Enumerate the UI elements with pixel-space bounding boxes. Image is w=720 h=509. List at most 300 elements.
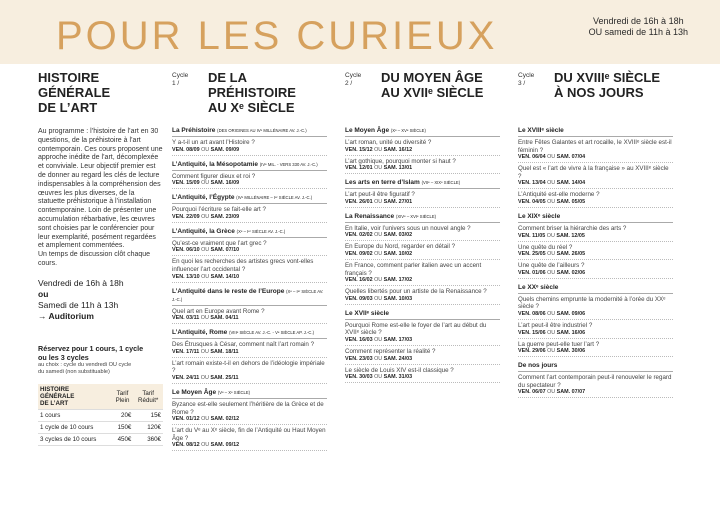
- cycle-1-courses: [172, 127, 327, 456]
- section-title: [518, 362, 673, 372]
- date-separator: OU: [374, 146, 383, 153]
- course-section: [518, 362, 673, 398]
- date-friday: VEN. 15/12: [345, 146, 373, 153]
- date-friday: VEN. 06/04: [518, 154, 546, 161]
- course-dates: [518, 311, 673, 318]
- date-friday: VEN. 09/02: [345, 250, 373, 257]
- course-question: En Italie, voir l’univers sous un nouvel angle ?: [345, 224, 471, 232]
- date-saturday: SAM. 16/06: [556, 329, 586, 336]
- title-line: DE L’ART: [38, 100, 98, 115]
- course-item: [172, 240, 327, 257]
- course-dates: [172, 349, 327, 356]
- course-dates: [518, 154, 673, 161]
- course-dates: [518, 330, 673, 337]
- cycle-label-line: 2 /: [345, 80, 353, 87]
- course-item: [518, 296, 673, 320]
- reserve-line: ou les 3 cycles: [38, 352, 89, 362]
- date-saturday: SAM. 13/01: [383, 165, 413, 172]
- time-or: ou: [38, 288, 49, 299]
- course-item: [345, 191, 500, 208]
- date-separator: OU: [201, 213, 210, 220]
- date-separator: OU: [546, 232, 555, 239]
- table-cell: 1 cycle de 10 cours: [38, 422, 112, 434]
- date-friday: VEN. 17/11: [172, 348, 200, 355]
- section-title-text: La Renaissance: [345, 212, 395, 220]
- date-separator: OU: [201, 146, 210, 153]
- section-title: [172, 228, 327, 238]
- date-separator: OU: [547, 154, 556, 161]
- date-saturday: SAM. 04/11: [210, 315, 239, 322]
- table-cell: 120€: [133, 422, 163, 434]
- date-saturday: SAM. 25/11: [210, 374, 239, 381]
- column-reduit: [133, 384, 163, 410]
- course-question: L’art gothique, pourquoi monter si haut ?: [345, 157, 456, 165]
- date-friday: VEN. 15/06: [518, 329, 546, 336]
- date-separator: OU: [374, 336, 383, 343]
- course-dates: [172, 274, 327, 281]
- date-separator: OU: [374, 295, 383, 302]
- section-title: [172, 194, 327, 204]
- date-friday: VEN. 24/11: [172, 374, 200, 381]
- header-line: DE L’ART: [40, 400, 69, 408]
- date-saturday: SAM. 03/02: [383, 232, 413, 239]
- section-period: (IVᵉ MIL. - VERS 330 AV. J.-C.): [259, 161, 318, 167]
- table-cell: 360€: [133, 434, 163, 446]
- date-friday: VEN. 13/04: [518, 180, 546, 187]
- page-title: POUR LES CURIEUX: [56, 14, 498, 58]
- date-friday: VEN. 13/10: [172, 273, 200, 280]
- date-saturday: SAM. 09/06: [556, 310, 586, 317]
- table-cell: 1 cours: [38, 410, 112, 422]
- course-question: Pourquoi l’écriture se fait-elle art ?: [172, 206, 266, 214]
- course-question: Comment figurer dieux et roi ?: [172, 172, 256, 180]
- date-separator: OU: [200, 315, 209, 322]
- table-header-label: [38, 384, 112, 410]
- table-row: [38, 422, 163, 434]
- date-separator: OU: [374, 277, 383, 284]
- cycle-label: [345, 72, 361, 88]
- date-friday: VEN. 06/07: [518, 389, 546, 396]
- course-item: [345, 158, 500, 175]
- section-title-text: L’Antiquité, Rome: [172, 329, 228, 337]
- section-title-text: L’Antiquité, l’Égypte: [172, 194, 235, 202]
- section-title-text: La Préhistoire: [172, 127, 216, 134]
- course-item: [172, 206, 327, 223]
- cycle-label-line: 3 /: [518, 80, 526, 87]
- date-saturday: SAM. 27/01: [383, 198, 413, 205]
- cycle-label: [172, 72, 188, 88]
- intro-text-2: Un temps de discussion clôt chaque cours.: [38, 251, 151, 267]
- course-question: Quel art en Europe avant Rome ?: [172, 307, 265, 315]
- table-row: [38, 434, 163, 446]
- date-saturday: SAM. 30/06: [556, 348, 586, 355]
- date-saturday: SAM. 26/05: [556, 251, 586, 258]
- time-saturday: Samedi de 11h à 13h: [38, 299, 119, 310]
- section-title: [172, 288, 327, 306]
- price-table: [38, 384, 163, 446]
- date-saturday: SAM. 12/05: [556, 232, 585, 239]
- date-saturday: SAM. 02/12: [210, 416, 240, 423]
- section-title-text: Le XXᵉ siècle: [518, 283, 559, 291]
- reserve-note: au choix : cycle du vendredi OU cycle: [38, 361, 132, 368]
- course-item: [172, 173, 327, 190]
- date-saturday: SAM. 10/03: [383, 295, 413, 302]
- course-item: [518, 262, 673, 279]
- date-friday: VEN. 01/12: [172, 416, 200, 423]
- course-item: [172, 401, 327, 425]
- course-dates: [345, 199, 500, 206]
- date-separator: OU: [547, 329, 556, 336]
- table-cell: 150€: [112, 422, 134, 434]
- cycle-title-line: DU XVIIIᵉ SIÈCLE: [554, 70, 661, 85]
- course-section: [518, 213, 673, 279]
- course-section: [345, 213, 500, 305]
- date-saturday: SAM. 14/04: [556, 180, 586, 187]
- header-line: Réduit*: [138, 396, 159, 404]
- reserve-note: du samedi (non substituable): [38, 368, 110, 375]
- date-friday: VEN. 29/06: [518, 348, 546, 355]
- course-dates: [345, 251, 500, 258]
- course-item: [518, 191, 673, 208]
- section-title: [518, 127, 673, 137]
- section-period: (Vᵉ – Xᵉ SIÈCLE): [217, 389, 251, 395]
- date-friday: VEN. 08/06: [518, 310, 546, 317]
- date-separator: OU: [374, 374, 383, 381]
- course-question: Quel est « l’art de vivre à la française » au XVIIIᵉ siècle ?: [518, 165, 669, 180]
- course-question: Y a-t-il un art avant l’Histoire ?: [172, 139, 255, 146]
- section-period: (Xᵉ – XVᵉ SIÈCLE): [390, 128, 426, 133]
- date-saturday: SAM. 07/10: [210, 247, 240, 254]
- intro-column: [38, 70, 163, 446]
- cycle-title: [554, 70, 704, 100]
- date-saturday: SAM. 18/11: [210, 348, 239, 355]
- section-title-text: Le XIXᵉ siècle: [518, 212, 561, 220]
- date-separator: OU: [547, 180, 556, 187]
- course-dates: [518, 233, 673, 240]
- course-dates: [172, 416, 327, 423]
- course-question: L’Antiquité est-elle moderne ?: [518, 191, 600, 199]
- section-period: (VIIIᵉ SIÈCLE AV. J.-C. - Vᵉ SIÈCLE AP. J.-C.): [229, 330, 315, 336]
- section-title: [172, 329, 327, 339]
- course-item: [172, 341, 327, 358]
- course-question: La guerre peut-elle tuer l’art ?: [518, 340, 600, 348]
- course-dates: [518, 270, 673, 277]
- date-friday: VEN. 03/11: [172, 315, 200, 322]
- section-title-text: De nos jours: [518, 362, 558, 370]
- date-saturday: SAM. 09/12: [210, 442, 240, 449]
- date-saturday: SAM. 14/10: [210, 273, 240, 280]
- date-separator: OU: [200, 348, 209, 355]
- date-separator: OU: [374, 232, 383, 239]
- section-title: [172, 127, 327, 137]
- course-question: Byzance est-elle seulement l’héritière de la Grèce et de Rome ?: [172, 400, 324, 416]
- date-friday: VEN. 12/01: [345, 165, 373, 172]
- date-saturday: SAM. 17/03: [383, 336, 413, 343]
- section-title-text: Le Moyen Âge: [172, 388, 217, 396]
- schedule-block: [38, 278, 163, 322]
- course-question: Le siècle de Louis XIV est-il classique ?: [345, 366, 454, 374]
- header-line: Plein: [115, 396, 130, 404]
- section-title: [172, 389, 327, 399]
- course-item: [172, 308, 327, 325]
- course-item: [172, 427, 327, 451]
- date-friday: VEN. 08/12: [172, 442, 200, 449]
- date-saturday: SAM. 24/03: [383, 355, 413, 362]
- course-question: Quelles libertés pour un artiste de la Renaissance ?: [345, 288, 487, 296]
- cycle-label-line: 1 /: [172, 80, 180, 87]
- date-separator: OU: [547, 198, 556, 205]
- date-separator: OU: [201, 180, 210, 187]
- date-separator: OU: [201, 273, 210, 280]
- course-dates: [172, 214, 327, 221]
- section-title: [345, 179, 500, 189]
- course-section: [345, 127, 500, 174]
- course-section: [172, 228, 327, 283]
- section-title: [345, 127, 500, 137]
- course-question: L’art roman, unité ou diversité ?: [345, 139, 432, 146]
- date-friday: VEN. 08/09: [172, 146, 200, 153]
- header-line: HISTOIRE: [40, 386, 70, 394]
- date-separator: OU: [200, 374, 209, 381]
- course-item: [345, 367, 500, 384]
- course-item: [345, 225, 500, 242]
- date-saturday: SAM. 16/12: [383, 146, 413, 153]
- section-title: [345, 213, 500, 223]
- course-item: [518, 322, 673, 339]
- course-item: [345, 288, 500, 305]
- course-item: [345, 348, 500, 365]
- course-dates: [518, 199, 673, 206]
- cycle-title-line: AU XVIIᵉ SIÈCLE: [381, 85, 484, 100]
- course-item: [518, 374, 673, 398]
- course-question: Entre Fêtes Galantes et art rocaille, le XVIIIᵉ siècle est-il féminin ?: [518, 139, 672, 154]
- table-cell: 3 cycles de 10 cours: [38, 434, 112, 446]
- course-dates: [172, 315, 327, 322]
- location-link[interactable]: → Auditorium: [38, 310, 94, 321]
- course-section: [172, 161, 327, 190]
- time-friday: Vendredi de 16h à 18h: [38, 277, 124, 288]
- date-separator: OU: [547, 389, 556, 396]
- cycle-title-line: PRÉHISTOIRE: [208, 85, 296, 100]
- course-title: [38, 70, 163, 115]
- course-item: [518, 341, 673, 358]
- date-saturday: SAM. 02/06: [556, 269, 586, 276]
- table-header: [38, 384, 163, 410]
- section-title: [172, 161, 327, 171]
- date-friday: VEN. 26/01: [345, 198, 373, 205]
- schedule-line: Vendredi de 16h à 18h: [593, 16, 684, 26]
- course-question: Qu’est-ce vraiment que l’art grec ?: [172, 239, 267, 247]
- section-period: (VIIᵉ – XIXᵉ SIÈCLE): [421, 180, 461, 186]
- date-friday: VEN. 09/03: [345, 295, 373, 302]
- date-saturday: SAM. 31/03: [383, 374, 413, 381]
- date-saturday: SAM. 17/02: [383, 277, 413, 284]
- course-item: [345, 139, 500, 156]
- section-title: [345, 310, 500, 320]
- course-section: [172, 194, 327, 223]
- course-question: Comment l’art contemporain peut-il renouveler le regard du spectateur ?: [518, 374, 672, 389]
- section-title: [518, 284, 673, 294]
- course-question: L’art romain existe-t-il en dehors de l’idéologie impériale ?: [172, 359, 325, 375]
- date-saturday: SAM. 23/09: [210, 213, 240, 220]
- cycle-title-line: DU MOYEN ÂGE: [381, 70, 483, 85]
- date-saturday: SAM. 09/09: [210, 146, 240, 153]
- course-question: Des Étrusques à César, comment naît l’art romain ?: [172, 341, 315, 349]
- course-question: Comment représenter la réalité ?: [345, 347, 436, 355]
- cycle-2-courses: [345, 127, 500, 388]
- section-title-text: Le Moyen Âge: [345, 127, 390, 134]
- course-question: L’art peut-il être industriel ?: [518, 321, 593, 329]
- course-question: Pourquoi Rome est-elle le foyer de l’art au début du XVIIᵉ siècle ?: [345, 321, 487, 337]
- course-dates: [345, 165, 500, 172]
- course-dates: [345, 277, 500, 284]
- course-dates: [172, 180, 327, 187]
- section-title-text: Le XVIIIᵉ siècle: [518, 127, 564, 134]
- course-dates: [518, 251, 673, 258]
- date-separator: OU: [374, 250, 383, 257]
- section-period: (IVᵉ MILLÉNAIRE – Iᵉʳ SIÈCLE AV. J.-C.): [236, 195, 313, 201]
- header-line: Tarif: [142, 389, 155, 397]
- section-period: (Xᵉ – Iᵉʳ SIÈCLE AV. J.-C.): [172, 288, 324, 302]
- date-separator: OU: [547, 269, 556, 276]
- course-question: En Europe du Nord, regarder en détail ?: [345, 243, 456, 251]
- course-item: [345, 322, 500, 346]
- course-dates: [345, 232, 500, 239]
- date-separator: OU: [201, 247, 210, 254]
- course-dates: [518, 348, 673, 355]
- reservation-block: [38, 344, 163, 376]
- cycle-label-line: Cycle: [172, 72, 189, 79]
- header-line: Tarif: [116, 389, 129, 397]
- date-friday: VEN. 15/09: [172, 180, 200, 187]
- course-section: [172, 329, 327, 384]
- cycle-label-line: Cycle: [345, 72, 362, 79]
- date-friday: VEN. 16/02: [345, 277, 373, 284]
- date-separator: OU: [374, 165, 383, 172]
- course-dates: [345, 356, 500, 363]
- course-question: L’art peut-il être figuratif ?: [345, 191, 415, 199]
- date-friday: VEN. 23/03: [345, 355, 373, 362]
- schedule-note: [589, 16, 688, 38]
- course-item: [172, 258, 327, 282]
- section-period: (DES ORIGINES AU IVᵉ MILLÉNAIRE AV. J.-C.): [217, 128, 307, 133]
- course-item: [345, 262, 500, 286]
- date-separator: OU: [201, 416, 210, 423]
- column-plein: [112, 384, 134, 410]
- date-friday: VEN. 01/06: [518, 269, 546, 276]
- section-title-text: Les arts en terre d’Islam: [345, 179, 420, 187]
- section-period: (Xᵉ – Iᵉʳ SIÈCLE AV. J.-C.): [236, 228, 286, 234]
- course-section: [518, 127, 673, 208]
- title-line: HISTOIRE: [38, 70, 100, 85]
- course-question: En France, comment parler italien avec un accent français ?: [345, 261, 482, 277]
- cycle-3-courses: [518, 127, 673, 403]
- course-section: [172, 288, 327, 325]
- header-banner: [0, 0, 720, 64]
- table-row: [38, 410, 163, 422]
- date-friday: VEN. 06/10: [172, 247, 200, 254]
- section-period: (XIVᵉ – XVIᵉ SIÈCLE): [395, 213, 437, 219]
- date-friday: VEN. 30/03: [345, 374, 373, 381]
- course-section: [345, 179, 500, 208]
- course-section: [345, 310, 500, 383]
- course-question: Une quête de l’ailleurs ?: [518, 262, 585, 270]
- course-item: [518, 139, 673, 163]
- date-friday: VEN. 11/05: [518, 232, 546, 239]
- course-question: Comment briser la hiérarchie des arts ?: [518, 224, 627, 232]
- date-separator: OU: [547, 348, 556, 355]
- course-section: [172, 127, 327, 156]
- reserve-line: Réservez pour 1 cours, 1 cycle: [38, 343, 144, 353]
- course-dates: [172, 375, 327, 382]
- date-separator: OU: [374, 355, 383, 362]
- course-question: En quoi les recherches des artistes grecs vont-elles influencer l’art occidental ?: [172, 258, 314, 273]
- date-saturday: SAM. 10/02: [383, 250, 413, 257]
- date-saturday: SAM. 16/09: [210, 180, 240, 187]
- cycle-label: [518, 72, 534, 88]
- course-item: [172, 360, 327, 384]
- table-cell: 20€: [112, 410, 134, 422]
- course-item: [518, 165, 673, 189]
- date-separator: OU: [374, 198, 383, 205]
- course-section: [518, 284, 673, 357]
- cycle-title-line: AU Xᵉ SIÈCLE: [208, 100, 295, 115]
- course-dates: [172, 147, 327, 154]
- date-friday: VEN. 25/05: [518, 251, 546, 258]
- section-title-text: L’Antiquité, la Mésopotamie: [172, 160, 258, 168]
- course-dates: [345, 337, 500, 344]
- course-dates: [345, 374, 500, 381]
- table-cell: 15€: [133, 410, 163, 422]
- date-separator: OU: [547, 310, 556, 317]
- course-question: Quels chemins emprunte la modernité à l’orée du XXᵉ siècle ?: [518, 295, 666, 311]
- date-friday: VEN. 04/05: [518, 198, 546, 205]
- date-separator: OU: [201, 442, 210, 449]
- section-title-text: L’Antiquité, la Grèce: [172, 227, 235, 235]
- course-item: [518, 225, 673, 242]
- schedule-line: OU samedi de 11h à 13h: [588, 27, 688, 37]
- date-saturday: SAM. 07/04: [556, 154, 586, 161]
- course-dates: [172, 442, 327, 449]
- date-friday: VEN. 02/02: [345, 232, 373, 239]
- course-dates: [518, 180, 673, 187]
- title-line: GÉNÉRALE: [38, 85, 111, 100]
- date-saturday: SAM. 07/07: [556, 389, 586, 396]
- cycle-title-line: À NOS JOURS: [554, 85, 644, 100]
- course-dates: [345, 296, 500, 303]
- section-title: [518, 213, 673, 223]
- course-section: [172, 389, 327, 451]
- course-item: [172, 139, 327, 156]
- course-question: L’art du Vᵉ au Xᵉ siècle, fin de l’Antiquité ou Haut Moyen Âge ?: [172, 427, 326, 442]
- header-line: GÉNÉRALE: [40, 393, 75, 401]
- section-title-text: Le XVIIᵉ siècle: [345, 309, 389, 317]
- date-separator: OU: [547, 251, 556, 258]
- section-title-text: L’Antiquité dans le reste de l’Europe: [172, 287, 285, 295]
- course-dates: [518, 389, 673, 396]
- table-cell: 450€: [112, 434, 134, 446]
- course-dates: [172, 247, 327, 254]
- intro-text: Au programme : l’histoire de l’art en 30 questions, de la préhistoire à l’art contemporain. Ces cours proposent une approche inédite de l’art, décomplexée et conviviale. Leur objectif premier est de donner au regard les clés de lecture indispensables à la compréhension des œuvres les plus diverses, de la statuette préhistorique à l’installation contemporaine. Loin de présenter une accumulation rébarbative, les œuvres sont choisies par le conférencier pour leur exemplarité, posément regardées et amplement commentées.: [38, 128, 163, 250]
- cycle-title: [208, 70, 328, 115]
- date-friday: VEN. 22/09: [172, 213, 200, 220]
- course-item: [345, 243, 500, 260]
- date-friday: VEN. 16/03: [345, 336, 373, 343]
- date-saturday: SAM. 05/05: [556, 198, 586, 205]
- course-question: Une quête du réel ?: [518, 243, 573, 251]
- course-dates: [345, 147, 500, 154]
- cycle-label-line: Cycle: [518, 72, 535, 79]
